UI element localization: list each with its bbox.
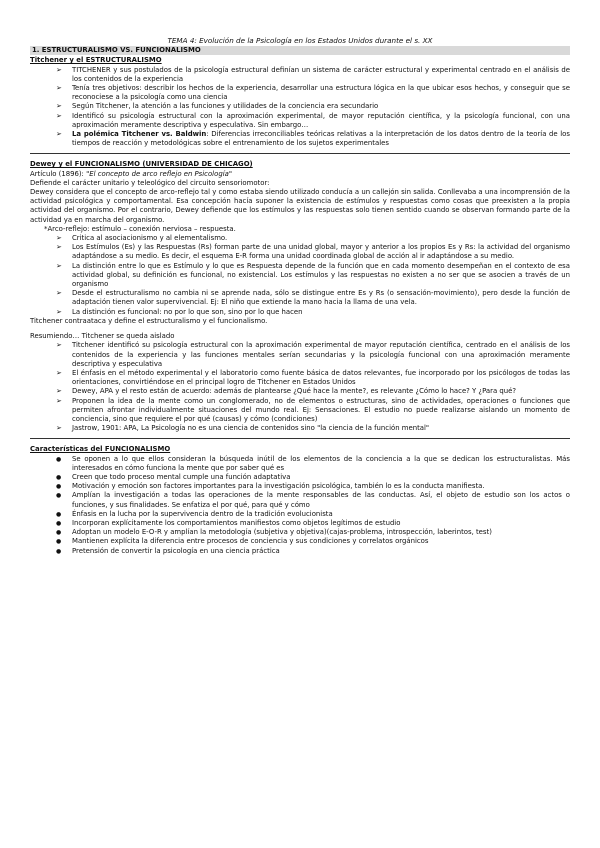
structuralism-list xyxy=(30,66,570,149)
list-item: ● Incorporan explícitamente los comportamientos manifiestos como objetos legítimos de estudio xyxy=(72,519,570,528)
list-item: ➢ Dewey, APA y el resto están de acuerdo: además de plantearse ¿Qué hace la mente?, es relevante ¿Cómo lo hace? Y ¿Para qué? xyxy=(72,387,570,396)
divider xyxy=(30,438,570,439)
subheading-characteristics: Características del FUNCIONALISMO xyxy=(30,445,171,454)
article-prefix: Artículo (1896): xyxy=(30,169,87,178)
list-item: ➢ La distinción es funcional: no por lo que son, sino por lo que hacen xyxy=(72,308,570,317)
dewey-list xyxy=(30,234,570,317)
list-item: ➢ Según Titchener, la atención a las funciones y utilidades de la conciencia era secundario xyxy=(72,102,570,111)
section-heading-1: 1. ESTRUCTURALISMO VS. FUNCIONALISMO xyxy=(30,46,570,55)
list-item xyxy=(72,130,570,148)
list-item: ● Creen que todo proceso mental cumple una función adaptativa xyxy=(72,473,570,482)
paragraph: Resumiendo… Titchener se queda aislado xyxy=(30,332,175,341)
list-item: ➢ Proponen la idea de la mente como un conglomerado, no de elementos o estructuras, sino de actividades, operaciones o funciones que permiten afrontar individualmente situaciones del mundo real. Ej: Sensaciones. El estudio no puede realizarse aislando un momento de conciencia, sino que requiere el por qué (causas) y cómo (condiciones) xyxy=(72,397,570,425)
divider xyxy=(30,153,570,154)
list-item: ➢ Los Estímulos (Es) y las Respuestas (Rs) forman parte de una unidad global, mayor y anterior a los propios Es y Rs: la actividad del organismo adaptándose a su medio. Es decir, el esquema E-R forma una unidad coordinada global de acción al ir adaptándose a su medio. xyxy=(72,243,570,261)
subheading-structuralism: Titchener y el ESTRUCTURALISMO xyxy=(30,56,162,65)
list-item: ➢ Desde el estructuralismo no cambia ni se aprende nada, sólo se distingue entre Es y Rs (o sensación-movimiento), pero desde la función de adaptación tienen valor supervivencial. Ej: El niño que extiende la mano hacia la llama de una vela. xyxy=(72,289,570,307)
list-item: ➢ El énfasis en el método experimental y el laboratorio como fuente básica de datos relevantes, fue incorporado por los psicólogos de todas las orientaciones, convirtiéndose en el principal logro de Titchener en Estados Unidos xyxy=(72,369,570,387)
paragraph: Titchener contraataca y define el estructuralismo y el funcionalismo. xyxy=(30,316,268,325)
list-item: ➢ Critica al asociacionismo y al elementalismo. xyxy=(72,234,570,243)
list-item: ● Se oponen a lo que ellos consideran la búsqueda inútil de los elementos de la conciencia a la que se dedican los estructuralistas. Más interesados en cómo funciona la mente que por saber qué es xyxy=(72,455,570,473)
article-line xyxy=(30,170,570,179)
summary-list xyxy=(30,341,570,433)
document-title: TEMA 4: Evolución de la Psicología en los Estados Unidos durante el s. XX xyxy=(167,36,433,45)
polemic-text: : Diferencias irreconciliables teóricas relativas a la interpretación de los datos dentro de la teoría de los tiempos de reacción y metodológicas sobre el entrenamiento de los sujetos experimentales xyxy=(72,130,570,148)
list-item: ● Adoptan un modelo E-O-R y amplían la metodología (subjetiva y objetiva)(cajas-problema, introspección, laberintos, test) xyxy=(72,528,570,537)
list-item: ● Pretensión de convertir la psicología en una ciencia práctica xyxy=(72,547,570,556)
list-item: ➢ La distinción entre lo que es Estímulo y lo que es Respuesta depende de la función que en cada momento desempeñan en el contexto de esa actividad global, su definición es funcional, no existencial. Los estímulos y las respuestas no existen a no ser que se asocien a través de un organismo xyxy=(72,262,570,290)
reflex-arc-note: *Arco-reflejo: estímulo – conexión nerviosa – respuesta. xyxy=(44,224,236,233)
characteristics-list xyxy=(30,455,570,556)
list-item: ➢ Identificó su psicología estructural con la aproximación experimental, de mayor reputación científica, y la psicología funcional, con una aproximación meramente descriptiva y especulativa. Sin embargo… xyxy=(72,112,570,130)
polemic-label: La polémica Titchener vs. Baldwin xyxy=(72,130,207,139)
list-item: ● Mantienen explícita la diferencia entre procesos de conciencia y sus condiciones y correlatos orgánicos xyxy=(72,537,570,546)
list-item: ● Amplían la investigación a todas las operaciones de la mente responsables de las conductas. Así, el objeto de estudio son los actos o funciones, y sus finalidades. Se enfatiza el por qué, para qué y cómo xyxy=(72,491,570,509)
article-title: "El concepto de arco reflejo en Psicología" xyxy=(86,169,232,178)
list-item: ➢ Jastrow, 1901: APA, La Psicología no es una ciencia de contenidos sino "la ciencia de la función mental" xyxy=(72,424,570,433)
subheading-functionalism: Dewey y el FUNCIONALISMO (UNIVERSIDAD DE CHICAGO) xyxy=(30,160,253,169)
paragraph: Dewey considera que el concepto de arco-reflejo tal y como estaba siendo utilizado conducía a un callejón sin salida. Conllevaba a una incomprensión de la actividad psicológica y comportamental. Esa concepción hacía suponer la existencia de estímulos y respuestas como cosas que preexisten a la propia actividad del organismo. Por el contrario, Dewey defiende que los estímulos y las respuestas solo tienen sentido cuando se observan formando parte de la actividad ya en marcha del organismo. xyxy=(30,188,570,224)
list-item: ● Motivación y emoción son factores importantes para la investigación psicológica, también lo es la conducta manifiesta. xyxy=(72,482,570,491)
list-item: ➢ Titchener identificó su psicología estructural con la aproximación experimental de mayor reputación científica, centrado en el análisis de los contenidos de la experiencia y las funciones mentales serían secundarias y la psicología funcional con una aproximación meramente descriptiva y especulativa xyxy=(72,341,570,369)
list-item: ➢ Tenía tres objetivos: describir los hechos de la experiencia, desarrollar una estructura lógica en la que ubicar esos hechos, y conseguir que se reconociese a la psicología como una ciencia xyxy=(72,84,570,102)
paragraph: Defiende el carácter unitario y teleológico del circuito sensoriomotor: xyxy=(30,178,270,187)
list-item: ➢ TITCHENER y sus postulados de la psicología estructural definían un sistema de carácter estructural y experimental centrado en el análisis de los contenidos de la experiencia xyxy=(72,66,570,84)
list-item: ● Énfasis en la lucha por la supervivencia dentro de la tradición evolucionista xyxy=(72,510,570,519)
